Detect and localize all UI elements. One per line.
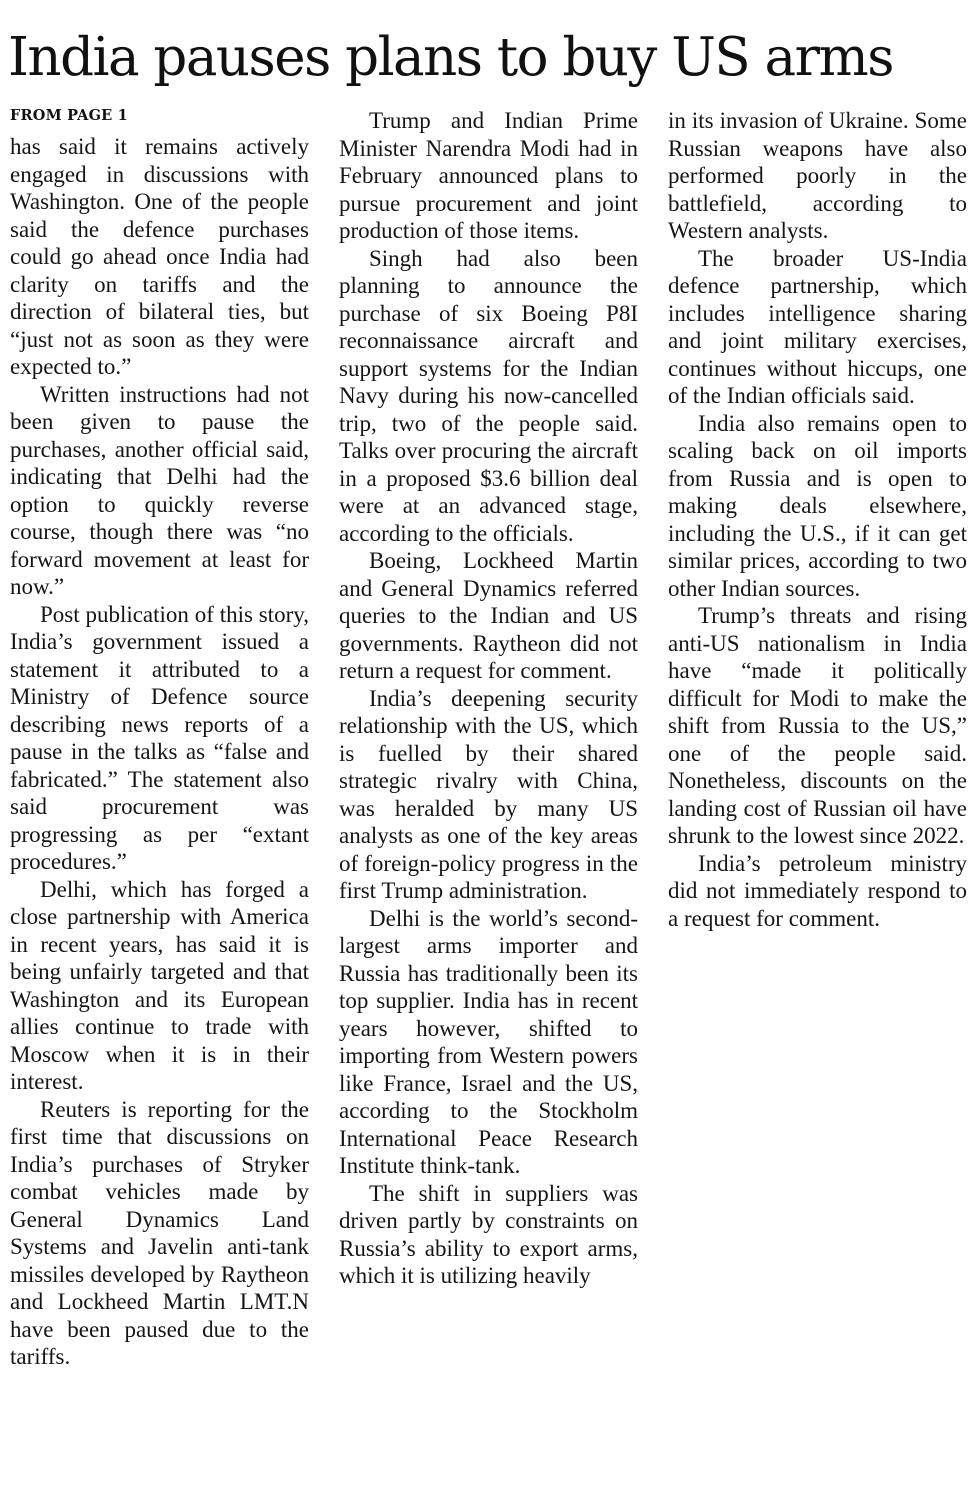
paragraph: Trump and Indian Prime Minister Narendra Modi had in February announced plans to pursue procurement and joint production of those items.	[339, 108, 638, 243]
paragraph: Singh had also been planning to announce the purchase of six Boeing P8I reconnaissance aircraft and support systems for the Indian Navy during his now-cancelled trip, two of the people said. Talks over procuring the aircraft in a proposed $3.6 billion deal were at an advanced stage, according to the officials.	[339, 245, 638, 546]
paragraph: Trump’s threats and rising anti-US nationalism in India have “made it politically difficult for Modi to make the shift from Russia to the US,” one of the people said. Nonetheless, discounts on the landing cost of Russian oil have shrunk to the lowest since 2022.	[668, 603, 967, 848]
paragraph: Post publication of this story, India’s government issued a statement it attributed to a Ministry of Defence source describing news reports of a pause in the talks as “false and fabricated.” The statement also said procurement was progressing as per “extant procedures.”	[10, 601, 309, 874]
headline: India pauses plans to buy US arms	[8, 27, 893, 88]
article-column-1	[10, 133, 309, 1371]
article-column-2	[339, 107, 638, 1290]
paragraph: in its invasion of Ukraine. Some Russian weapons have also performed poorly in the battlefield, according to Western analysts.	[668, 108, 967, 243]
paragraph: Written instructions had not been given to pause the purchases, another official said, indicating that Delhi had the option to quickly reverse course, though there was “no forward movement at least for now.”	[10, 381, 309, 599]
jump-line-from-page-1: FROM PAGE 1	[10, 107, 128, 124]
paragraph: India also remains open to scaling back on oil imports from Russia and is open to making deals elsewhere, including the U.S., if it can get similar prices, according to two other Indian sources.	[668, 410, 967, 601]
paragraph: has said it remains actively engaged in discussions with Washington. One of the people said the defence purchases could go ahead once India had clarity on tariffs and the direction of bilateral ties, but “just not as soon as they were expected to.”	[10, 134, 309, 379]
paragraph: The shift in suppliers was driven partly by constraints on Russia’s ability to export arms, which it is utilizing heavily	[339, 1180, 638, 1288]
paragraph: Boeing, Lockheed Martin and General Dynamics referred queries to the Indian and US governments. Raytheon did not return a request for comment.	[339, 548, 638, 683]
paragraph: Delhi, which has forged a close partnership with America in recent years, has said it is being unfairly targeted and that Washington and its European allies continue to trade with Moscow when it is in their interest.	[10, 876, 309, 1094]
paragraph: India’s petroleum ministry did not immediately respond to a request for comment.	[668, 850, 967, 931]
paragraph: India’s deepening security relationship with the US, which is fuelled by their shared strategic rivalry with China, was heralded by many US analysts as one of the key areas of foreign-policy progress in the first Trump administration.	[339, 685, 638, 903]
article-column-3	[668, 107, 967, 932]
paragraph: The broader US-India defence partnership, which includes intelligence sharing and joint military exercises, continues without hiccups, one of the Indian officials said.	[668, 245, 967, 408]
paragraph: Reuters is reporting for the first time that discussions on India’s purchases of Stryker combat vehicles made by General Dynamics Land Systems and Javelin anti-tank missiles developed by Raytheon and Lockheed Martin LMT.N have been paused due to the tariffs.	[10, 1096, 309, 1369]
paragraph: Delhi is the world’s second-largest arms importer and Russia has traditionally been its top supplier. India has in recent years however, shifted to importing from Western powers like France, Israel and the US, according to the Stockholm International Peace Research Institute think-tank.	[339, 905, 638, 1178]
